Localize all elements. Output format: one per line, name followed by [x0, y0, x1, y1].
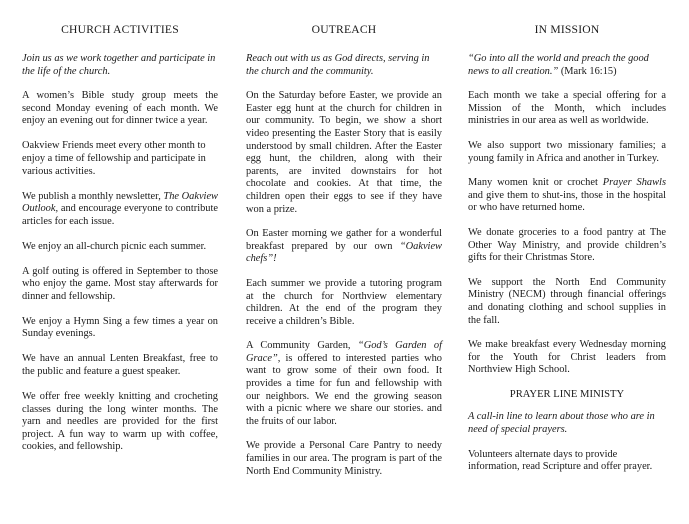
- scripture-reference: (Mark 16:15): [558, 65, 617, 77]
- prayer-shawls-text-c: and give them to shut-ins, those in the hospital or who have returned home.: [468, 189, 666, 214]
- easter-breakfast-paragraph: [246, 228, 442, 266]
- oakview-friends-paragraph: Oakview Friends meet every other month to enjoy a time of fellowship and participate in various activities.: [22, 140, 206, 177]
- necm-paragraph: We support the North End Community Ministry (NECM) through financial offerings and donating clothing and school supplies in the fall.: [468, 276, 666, 326]
- food-pantry-paragraph: We donate groceries to a food pantry at The Other Way Ministry, and provide children’s gifts for their Christmas Store.: [468, 226, 666, 264]
- easter-egg-hunt-paragraph: On the Saturday before Easter, we provide an Easter egg hunt at the church for children in our community. To begin, we show a short video presenting the Easter Story that is easily understood by small children. After the Easter egg hunt, the children, along with their parents, are invited downstairs for hot chocolate and cookies. At that time, the children open their eggs to see if they have won a prize.: [246, 90, 442, 215]
- lenten-breakfast-paragraph: We have an annual Lenten Breakfast, free to the public and feature a guest speaker.: [22, 353, 218, 378]
- knitting-classes-paragraph: We offer free weekly knitting and crocheting classes during the long winter months. The yarn and needles are provided for the first project. A fun way to warm up with coffee, cookies, and fellowship.: [22, 391, 218, 453]
- prayer-shawls-name: Prayer Shawls: [602, 177, 666, 189]
- garden-name: “God’s Garden of Grace”,: [246, 340, 442, 364]
- missionary-families-paragraph: We also support two missionary families; a young family in Africa and another in Turkey.: [468, 139, 666, 164]
- prayer-line-intro: A call-in line to learn about those who are in need of special prayers.: [468, 411, 655, 436]
- newsletter-text-a: We publish a monthly newsletter,: [22, 190, 164, 202]
- church-activities-intro: Join us as we work together and participate in the life of the church.: [22, 53, 216, 77]
- prayer-line-heading: PRAYER LINE MINISTY: [509, 388, 625, 400]
- outreach-heading: OUTREACH: [311, 23, 377, 36]
- prayer-shawls-paragraph: [468, 177, 666, 215]
- newsletter-paragraph: [22, 191, 218, 229]
- bible-study-paragraph: A women’s Bible study group meets the second Monday evening of each month. We enjoy an evening out for dinner twice a year.: [22, 90, 218, 127]
- in-mission-heading: IN MISSION: [534, 23, 600, 36]
- in-mission-column: [468, 22, 666, 486]
- youth-breakfast-paragraph: We make breakfast every Wednesday morning for the Youth for Christ leaders from Northview High School.: [468, 339, 666, 376]
- newsletter-title: The Oakview Outlook,: [22, 190, 218, 215]
- in-mission-intro: [468, 53, 666, 78]
- community-garden-text-a: A Community Garden,: [246, 340, 358, 352]
- scripture-quote: “Go into all the world and preach the good news to all creation.”: [468, 53, 649, 77]
- hymn-sing-paragraph: We enjoy a Hymn Sing a few times a year on Sunday evenings.: [22, 315, 218, 340]
- picnic-paragraph: We enjoy an all-church picnic each summer.: [22, 240, 207, 252]
- oakview-chefs-text: “Oakview chefs”!: [246, 240, 442, 265]
- church-activities-column: [22, 22, 218, 466]
- church-activities-heading: CHURCH ACTIVITIES: [61, 23, 179, 36]
- golf-outing-paragraph: A golf outing is offered in September to those who enjoy the game. Most stay afterwards for dinner and fellowship.: [22, 265, 218, 302]
- newsletter-text-c: and encourage everyone to contribute articles for each issue.: [22, 203, 218, 227]
- care-pantry-paragraph: We provide a Personal Care Pantry to needy families in our area. The program is part of the North End Community Ministry.: [246, 440, 442, 477]
- tutoring-program-paragraph: Each summer we provide a tutoring program at the church for Northview elementary children. At the end of the program they receive a children’s Bible.: [246, 277, 442, 327]
- outreach-intro: Reach out with us as God directs, serving in the church and the community.: [246, 53, 430, 77]
- community-garden-paragraph: [246, 340, 442, 428]
- prayer-line-volunteers-paragraph: Volunteers alternate days to provide information, read Scripture and offer prayer.: [468, 448, 653, 473]
- easter-breakfast-text: On Easter morning we gather for a wonderful breakfast prepared by our own: [246, 228, 442, 252]
- community-garden-text-c: is offered to interested parties who want to grow some of their own food. It provides a time for fun and fellowship with our neighbors. We end the growing season with a picnic where we share our stories. and the fruits of our labor.: [246, 352, 442, 427]
- mission-of-month-paragraph: Each month we take a special offering for a Mission of the Month, which includes ministries in our area as well as worldwide.: [468, 90, 666, 127]
- prayer-shawls-text-a: Many women knit or crochet: [468, 177, 603, 189]
- outreach-column: [246, 22, 442, 490]
